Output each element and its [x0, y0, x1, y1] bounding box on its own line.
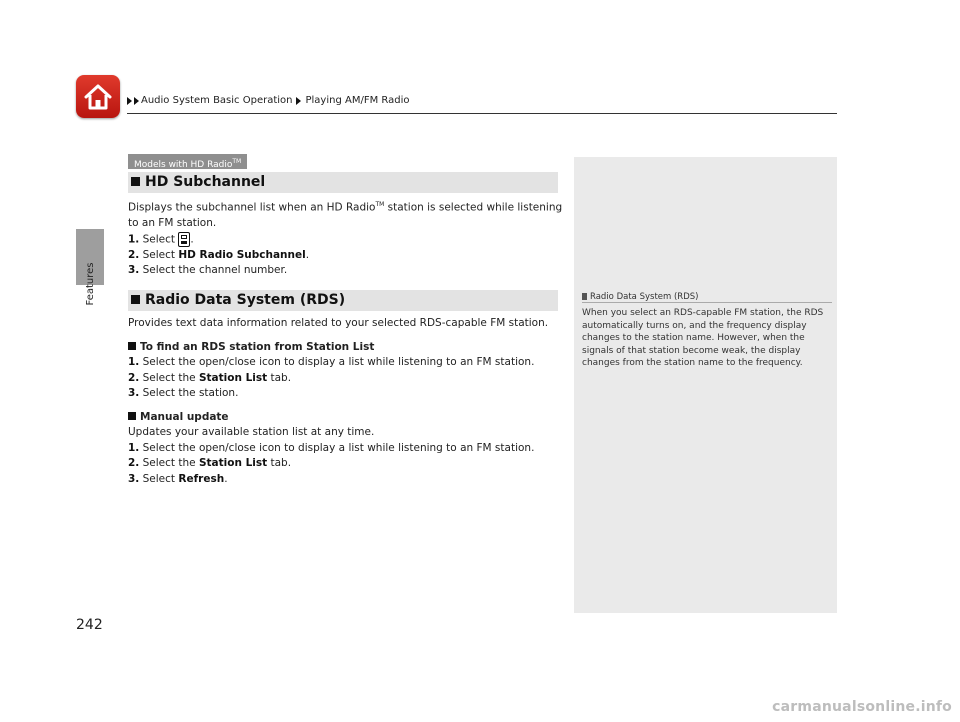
watermark: carmanualsonline.info	[772, 699, 952, 715]
desc-text: Displays the subchannel list when an HD Radio	[128, 201, 376, 214]
subsection-heading-manual	[128, 410, 563, 426]
step-text: Select the channel number.	[142, 264, 288, 276]
step-text: tab.	[267, 371, 292, 384]
step-number: 1.	[128, 441, 140, 454]
step-text: Select	[142, 248, 179, 261]
trademark: TM	[375, 201, 385, 208]
rds-body	[128, 316, 563, 487]
section-heading-hd-subchannel	[128, 172, 558, 193]
square-bullet-icon	[128, 412, 136, 420]
step-emphasis: Station List	[198, 371, 268, 384]
step-text: Select the open/close icon to display a list while listening to an FM station.	[142, 441, 535, 454]
step	[128, 248, 563, 264]
subsection-heading-text: Manual update	[140, 410, 229, 423]
step-text: Select the	[142, 457, 199, 469]
hd-subchannel-body	[128, 197, 563, 279]
step	[128, 232, 563, 248]
step-text: Select the	[142, 371, 199, 384]
step-number: 3.	[128, 264, 140, 276]
desc-text: station is selected while listening to an FM station.	[128, 201, 563, 229]
step-text: tab.	[267, 457, 292, 469]
breadcrumb-item[interactable]: Audio System Basic Operation	[141, 95, 293, 106]
side-note-title[interactable]	[582, 292, 698, 302]
step-emphasis: Refresh	[178, 472, 225, 485]
note-marker-icon	[582, 293, 587, 300]
step-number: 2.	[128, 457, 140, 469]
manual-description: Updates your available station list at any time.	[128, 426, 375, 438]
step-number: 3.	[128, 472, 140, 485]
step-emphasis: Station List	[198, 457, 268, 469]
step	[128, 386, 563, 402]
menu-icon	[178, 232, 190, 247]
side-note-text: When you select an RDS-capable FM station, the RDS automatically turns on, and the frequency display changes to the station name. However, when the signals of that station become weak, the display changes from the station name to the frequency.	[582, 308, 824, 368]
step-number: 1.	[128, 233, 140, 245]
step	[128, 263, 563, 279]
header-divider	[127, 113, 837, 114]
step-number: 3.	[128, 387, 140, 399]
step-number: 2.	[128, 371, 140, 384]
square-bullet-icon	[131, 177, 140, 186]
square-bullet-icon	[131, 295, 140, 304]
model-tag-text: Models with HD Radio	[134, 160, 233, 170]
step	[128, 371, 563, 387]
breadcrumb-item[interactable]: Playing AM/FM Radio	[305, 95, 410, 106]
step-text: Select the open/close icon to display a list while listening to an FM station.	[142, 356, 535, 368]
section-heading-text: HD Subchannel	[145, 174, 266, 190]
step	[128, 472, 563, 488]
breadcrumb-arrow-icon	[296, 97, 301, 105]
model-tag	[128, 154, 247, 169]
step	[128, 441, 563, 457]
section-heading-text: Radio Data System (RDS)	[145, 292, 346, 308]
square-bullet-icon	[128, 342, 136, 350]
step-text: .	[305, 248, 310, 261]
step-text: Select	[142, 233, 179, 245]
step-text: Select	[142, 472, 179, 485]
side-notes-panel	[574, 157, 837, 613]
home-button[interactable]	[76, 75, 120, 118]
step-number: 2.	[128, 248, 140, 261]
page-number: 242	[76, 617, 103, 633]
step-text: Select the station.	[142, 387, 239, 399]
chapter-label: Features	[85, 262, 96, 306]
home-icon	[83, 83, 113, 111]
step-text: .	[190, 233, 194, 245]
rds-intro: Provides text data information related to your selected RDS-capable FM station.	[128, 317, 549, 329]
breadcrumb-arrow-icon	[127, 97, 132, 105]
step	[128, 355, 563, 371]
trademark: TM	[232, 158, 242, 165]
breadcrumb	[127, 95, 410, 106]
subsection-heading-text: To find an RDS station from Station List	[140, 340, 375, 353]
hd-description	[128, 197, 563, 232]
step-number: 1.	[128, 356, 140, 368]
subsection-heading-find	[128, 340, 563, 356]
breadcrumb-arrow-icon	[134, 97, 139, 105]
step-text: .	[224, 472, 228, 485]
step	[128, 456, 563, 472]
side-note-title-text: Radio Data System (RDS)	[590, 292, 699, 302]
step-emphasis: HD Radio Subchannel	[178, 248, 306, 261]
section-heading-rds	[128, 290, 558, 311]
side-note-divider	[582, 302, 832, 303]
